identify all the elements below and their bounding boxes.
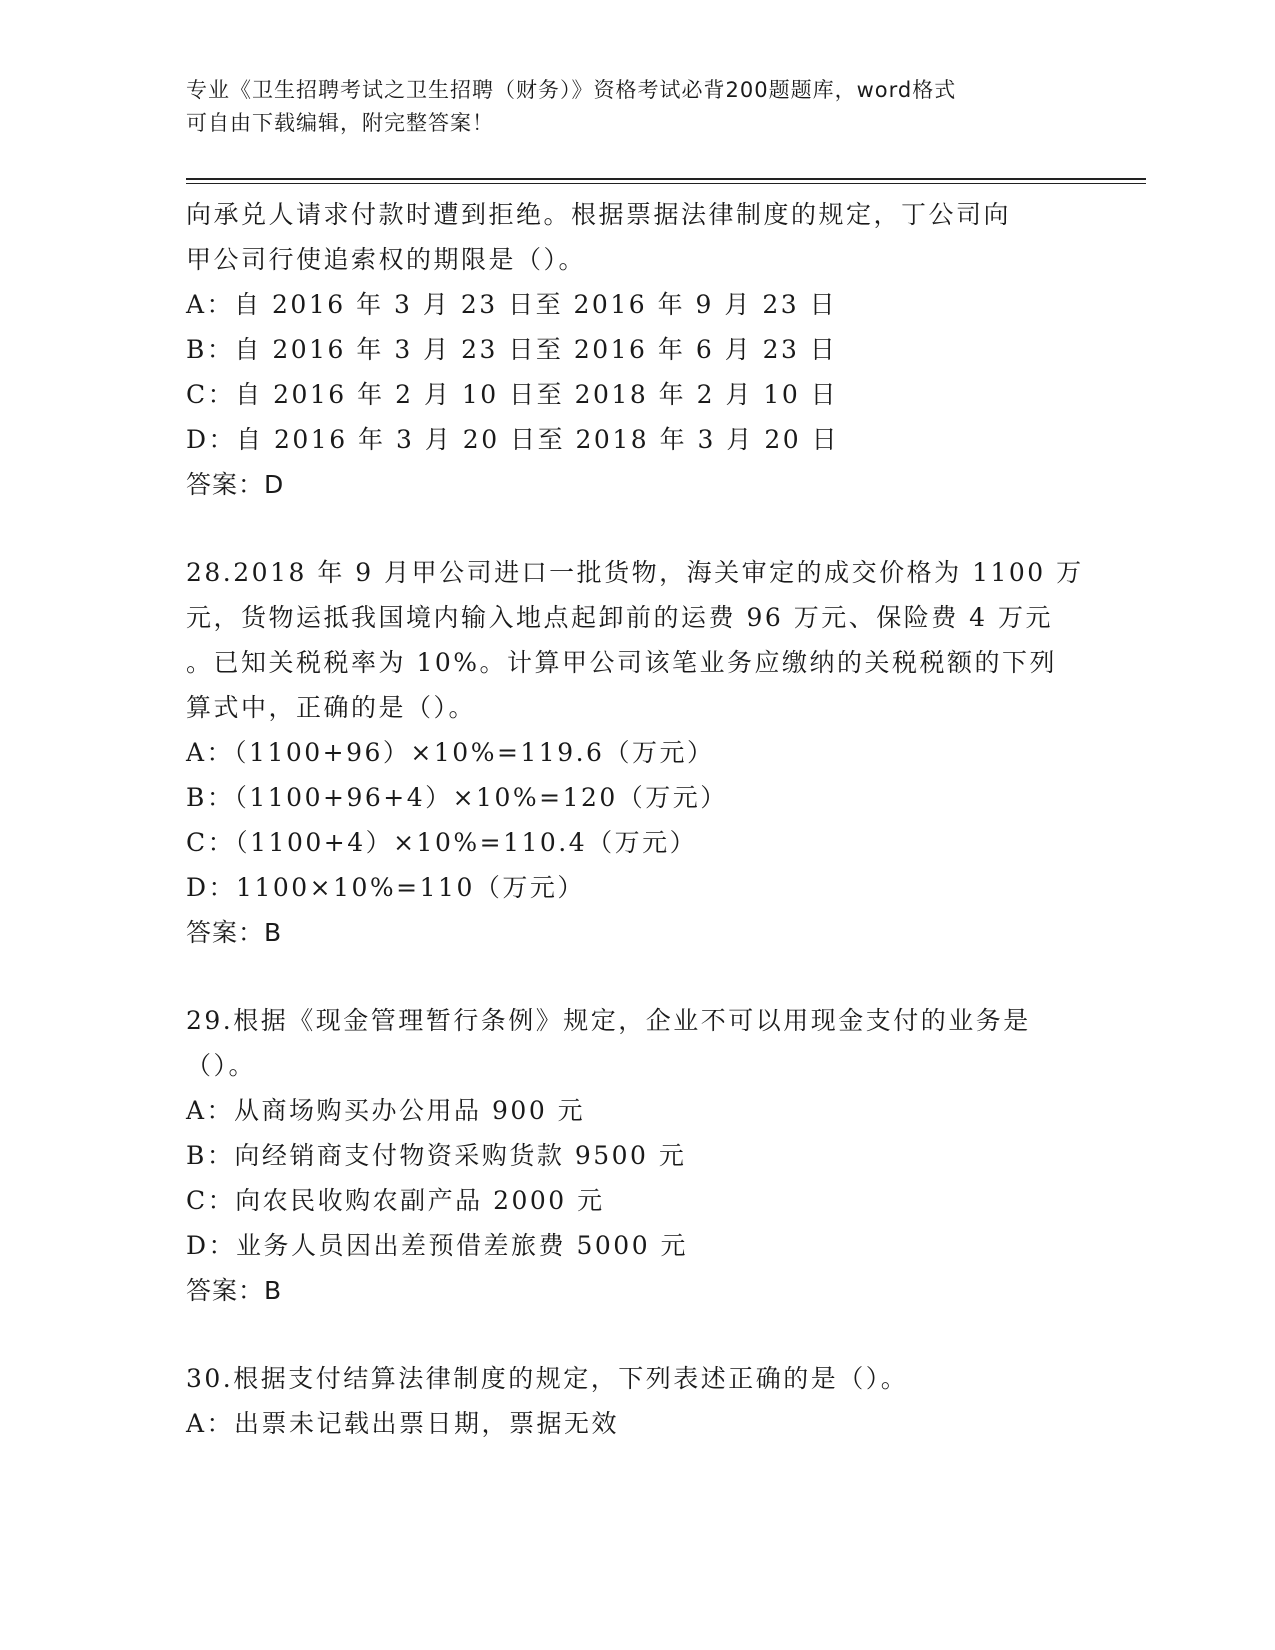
question-text: 算式中，正确的是（）。 bbox=[186, 693, 477, 722]
option-d: D：自 2016 年 3 月 20 日至 2018 年 3 月 20 日 bbox=[186, 425, 840, 454]
option-a: A：（1100+96）×10%=119.6（万元） bbox=[186, 738, 715, 767]
spacer bbox=[186, 955, 1086, 998]
question-text: 29.根据《现金管理暂行条例》规定，企业不可以用现金支付的业务是 bbox=[186, 1006, 1031, 1035]
spacer bbox=[186, 507, 1086, 550]
document-body bbox=[186, 192, 1086, 1446]
question-30 bbox=[186, 1356, 1086, 1446]
option-d: D：业务人员因出差预借差旅费 5000 元 bbox=[186, 1231, 689, 1260]
header-title-line-1: 专业《卫生招聘考试之卫生招聘（财务）》资格考试必背200题题库，word格式 bbox=[186, 78, 957, 102]
question-text: 甲公司行使追索权的期限是（）。 bbox=[186, 245, 587, 274]
option-d: D：1100×10%=110（万元） bbox=[186, 873, 585, 902]
option-b: B：（1100+96+4）×10%=120（万元） bbox=[186, 783, 728, 812]
option-a: A：从商场购买办公用品 900 元 bbox=[186, 1096, 586, 1125]
option-b: B：自 2016 年 3 月 23 日至 2016 年 6 月 23 日 bbox=[186, 335, 838, 364]
option-a: A：自 2016 年 3 月 23 日至 2016 年 9 月 23 日 bbox=[186, 290, 838, 319]
document-header bbox=[186, 74, 1086, 140]
answer-label: 答案：D bbox=[186, 470, 285, 499]
answer-label: 答案：B bbox=[186, 1276, 283, 1305]
question-text: 元，货物运抵我国境内输入地点起卸前的运费 96 万元、保险费 4 万元 bbox=[186, 603, 1054, 632]
header-title-line-2: 可自由下载编辑，附完整答案！ bbox=[186, 111, 494, 135]
option-c: C：自 2016 年 2 月 10 日至 2018 年 2 月 10 日 bbox=[186, 380, 839, 409]
question-29 bbox=[186, 998, 1086, 1313]
answer-label: 答案：B bbox=[186, 918, 283, 947]
option-a: A：出票未记载出票日期，票据无效 bbox=[186, 1409, 620, 1438]
question-text: 30.根据支付结算法律制度的规定，下列表述正确的是（）。 bbox=[186, 1364, 909, 1393]
question-28 bbox=[186, 550, 1086, 955]
header-divider-thin bbox=[186, 183, 1146, 184]
question-text: （）。 bbox=[186, 1051, 257, 1080]
option-c: C：（1100+4）×10%=110.4（万元） bbox=[186, 828, 698, 857]
question-text: 。已知关税税率为 10%。计算甲公司该笔业务应缴纳的关税税额的下列 bbox=[186, 648, 1058, 677]
question-text: 向承兑人请求付款时遭到拒绝。根据票据法律制度的规定，丁公司向 bbox=[186, 200, 1012, 229]
spacer bbox=[186, 1313, 1086, 1356]
header-divider-thick bbox=[186, 178, 1146, 180]
option-b: B：向经销商支付物资采购货款 9500 元 bbox=[186, 1141, 687, 1170]
option-c: C：向农民收购农副产品 2000 元 bbox=[186, 1186, 605, 1215]
question-text: 28.2018 年 9 月甲公司进口一批货物，海关审定的成交价格为 1100 万 bbox=[186, 558, 1084, 587]
question-27 bbox=[186, 192, 1086, 507]
